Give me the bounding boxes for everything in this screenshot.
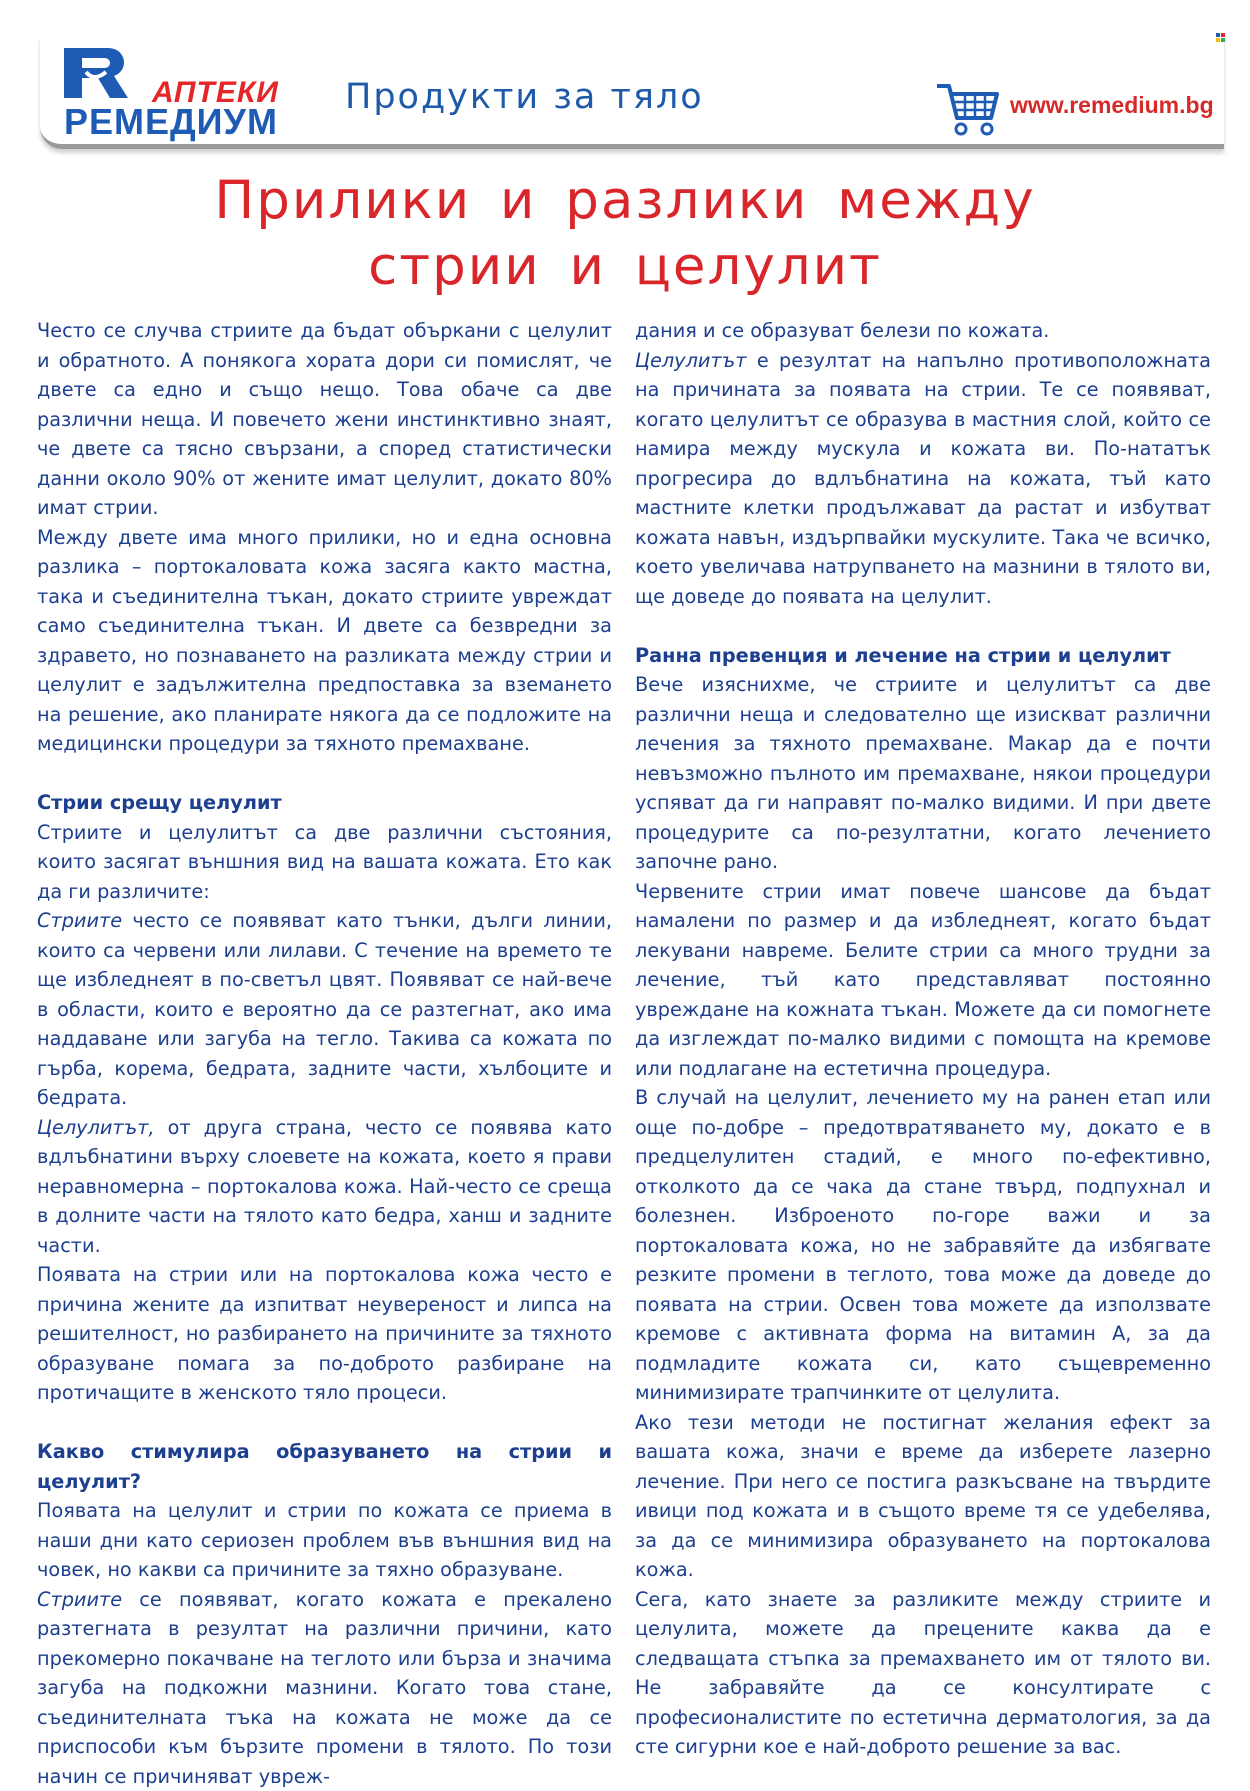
logo-apteki-text: АПТЕКИ: [152, 78, 279, 108]
paragraph: Вече изяснихме, че стриите и целулитът са две различни неща и следователно ще изискват различни лечения за тяхното премахване. Макар да е почти невъзможно пълното им премахване, някои процедури успяват да ги направят по-малко видими. И при двете процедурите са по-резултатни, когато лечението започне рано.: [635, 670, 1211, 877]
paragraph: [37, 1113, 612, 1261]
article-title: [110, 168, 1140, 300]
paragraph: Ако тези методи не постигнат желания ефект за вашата кожа, значи е време да изберете лазерно лечение. При него се постига разкъсване на твърдите ивици под кожата и в същото време тя се удебелява, за да се минимизира образуването на портокалова кожа.: [635, 1408, 1211, 1585]
logo-remedium-text: РЕМЕДИУМ: [64, 104, 278, 140]
article-title-line2: стрии и целулит: [368, 236, 882, 297]
paragraph: Между двете има много прилики, но и една основна разлика – портокаловата кожа засяга както мастна, така и съединителна тъкан, докато стриите увреждат само съединителна тъкан. И двете са безвредни за здравето, но познаването на разликата между стрии и целулит е задължителна предпоставка за вземането на решение, ако планирате някога да се подложите на медицински процедури за тяхното премахване.: [37, 523, 612, 759]
paragraph-text: от друга страна, често се появява като вдлъбнатини върху слоевете на кожата, което я прави неравномерна – портокалова кожа. Най-често се среща в долните части на тялото като бедра, ханш и задните части.: [37, 1116, 612, 1257]
paragraph: [37, 906, 612, 1113]
paragraph: Често се случва стриите да бъдат объркани с целулит и обратното. А понякога хората дори си помислят, че двете са едно и също нещо. Това обаче са две различни неща. И повечето жени инстинктивно знаят, че двете са тясно свързани, а според статистически данни около 90% от жените имат целулит, докато 80% имат стрии.: [37, 316, 612, 523]
article-column-right: [635, 316, 1211, 1762]
remedium-logo[interactable]: [64, 48, 314, 140]
emphasis: Целулитът: [635, 349, 747, 372]
article-title-line1: Прилики и разлики между: [214, 170, 1035, 231]
subheading: Какво стимулира образуването на стрии и целулит?: [37, 1437, 612, 1496]
paragraph: Червените стрии имат повече шансове да бъдат намалени по размер и да избледнеят, когато бъдат лекувани навреме. Белите стрии са много трудни за лечение, тъй като представляват постоянно увреждане на кожната тъкан. Можете да си помогнете да изглеждат по-малко видими с помощта на кремове или подлагане на естетична процедура.: [635, 877, 1211, 1084]
paragraph: Появата на стрии или на портокалова кожа често е причина жените да изпитват неувереност и липса на решителност, но разбирането на причините за тяхното образуване помага за по-доброто разбиране на протичащите в женското тяло процеси.: [37, 1260, 612, 1408]
section-title: Продукти за тяло: [345, 80, 704, 115]
shopping-cart-icon[interactable]: [935, 82, 1001, 138]
paragraph: [635, 346, 1211, 612]
paragraph: Сега, като знаете за разликите между стриите и целулита, можете да прецените каква да е следващата стъпка за премахването им от тялото ви. Не забравяйте да се консултирате с професионалистите по естетична дерматология, за да сте сигурни кое е най-доброто решение за вас.: [635, 1585, 1211, 1762]
paragraph-text: се появяват, когато кожата е прекалено разтегната в резултат на различни причини, като прекомерно покачване на теглото или бърза и значима загуба на подкожни мазнини. Когато това стане, съединителната тъка на кожата не може да се приспособи към бързите промени в тялото. По този начин се причиняват увреж-: [37, 1588, 612, 1788]
emphasis: Стриите: [37, 1588, 122, 1611]
emphasis: Стриите: [37, 909, 122, 932]
emphasis: Целулитът,: [37, 1116, 155, 1139]
subheading: Ранна превенция и лечение на стрии и целулит: [635, 641, 1211, 671]
paragraph-text: е резултат на напълно противоположната на причината за появата на стрии. Те се появяват, когато целулитът се образува в мастния слой, който се намира между мускула и кожата ви. По-нататък прогресира до вдлъбнатина на кожата, тъй като мастните клетки продължават да растат и избутват кожата навън, издърпвайки мускулите. Така че всичко, което увеличава натрупването на мазнини в тялото ви, ще доведе до появата на целулит.: [635, 349, 1211, 608]
subheading: Стрии срещу целулит: [37, 788, 612, 818]
paragraph-text: често се появяват като тънки, дълги линии, които са червени или лилави. С течение на времето те ще избледнеят в по-светъл цвят. Появяват се най-вече в области, които е вероятно да се разтегнат, ако има наддаване или загуба на тегло. Такива са кожата по гърба, корема, бедрата, задните части, хълбоците и бедрата.: [37, 909, 612, 1109]
page-header: [40, 36, 1224, 149]
paragraph: [37, 1585, 612, 1791]
paragraph: дания и се образуват белези по кожата.: [635, 316, 1211, 346]
color-dots-icon: [1216, 33, 1226, 43]
website-link[interactable]: www.remedium.bg: [1010, 94, 1214, 117]
article-column-left: [37, 316, 612, 1791]
paragraph: Стриите и целулитът са две различни състояния, които засягат външния вид на вашата кожата. Ето как да ги различите:: [37, 818, 612, 907]
paragraph: В случай на целулит, лечението му на ранен етап или още по-добре – предотвратяването му, докато е в предцелулитен стадий, е много по-ефективно, отколкото да се чака да стане твърд, подпухнал и болезнен. Изброеното по-горе важи и за портокаловата кожа, но не забравяйте да избягвате резките промени в теглото, това може да доведе до появата на стрии. Освен това можете да използвате кремове с активната форма на витамин А, за да подмладите кожата си, като същевременно минимизирате трапчинките от целулита.: [635, 1083, 1211, 1408]
paragraph: Появата на целулит и стрии по кожата се приема в наши дни като сериозен проблем във външния вид на човек, но какви са причините за тяхно образуване.: [37, 1496, 612, 1585]
remedium-r-logo-icon: [64, 48, 134, 98]
